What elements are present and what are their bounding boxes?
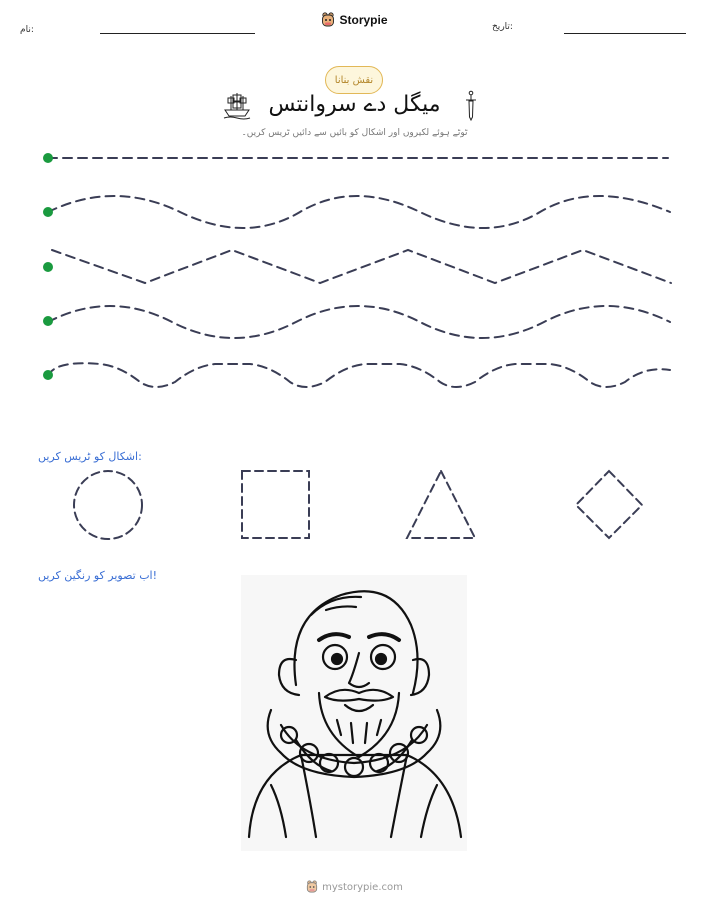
start-dot	[43, 370, 53, 380]
tracing-lines	[0, 140, 709, 400]
start-dot	[43, 153, 53, 163]
start-dot	[43, 207, 53, 217]
shape-diamond	[576, 471, 642, 538]
footer-link[interactable]: mystorypie.com	[322, 881, 403, 893]
date-label: تاریخ:	[492, 22, 513, 32]
portrait-drawing	[241, 575, 467, 851]
name-label: نام:	[20, 25, 34, 35]
category-badge: نقش بنانا	[325, 66, 383, 94]
tracing-shapes	[0, 460, 709, 550]
date-line[interactable]	[564, 33, 686, 34]
page-title: میگل دے سروانتس	[268, 92, 441, 117]
coloring-portrait	[241, 575, 467, 851]
storypie-logo-icon	[321, 12, 335, 28]
shape-triangle	[407, 471, 475, 538]
storypie-logo-icon	[306, 880, 318, 894]
brand-name: Storypie	[339, 13, 388, 27]
tracing-line-bump-wave	[48, 363, 670, 387]
tracing-line-wave	[48, 196, 670, 228]
tracing-line-wave-2	[48, 306, 670, 338]
instructions: ٹوٹے ہوئے لکیروں اور اشکال کو بائیں سے دائیں ٹریس کریں۔	[241, 128, 468, 138]
shape-square	[242, 471, 309, 538]
brand-header	[0, 12, 709, 28]
sword-icon	[463, 90, 479, 122]
coloring-section-label: اب تصویر کو رنگین کریں!	[38, 569, 158, 582]
start-dot	[43, 316, 53, 326]
tracing-line-zigzag	[52, 250, 671, 283]
shape-circle	[74, 471, 142, 539]
start-dot	[43, 262, 53, 272]
name-line[interactable]	[100, 33, 255, 34]
footer	[0, 880, 709, 894]
shapes-section-label: اشکال کو ٹریس کریں:	[38, 450, 142, 463]
